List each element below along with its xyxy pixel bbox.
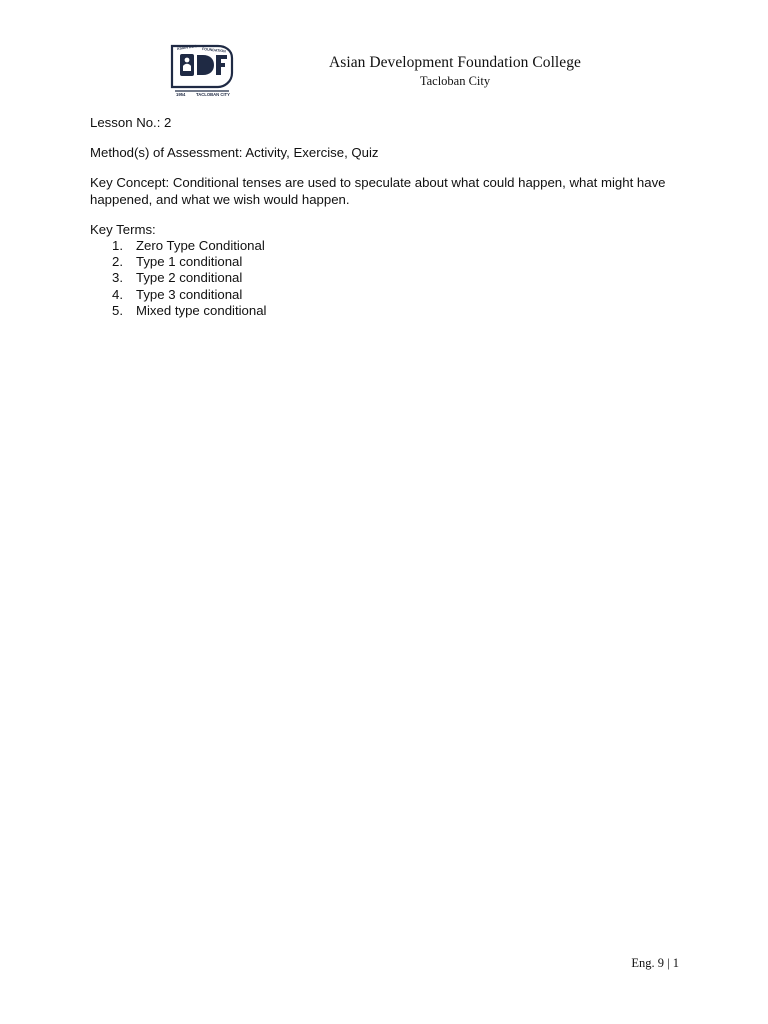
- key-term-text: Type 2 conditional: [136, 270, 243, 286]
- key-term-item: [90, 270, 690, 286]
- key-term-number: 5.: [112, 302, 123, 318]
- key-term-item: [90, 303, 690, 319]
- key-concept: Key Concept: Conditional tenses are used to speculate about what could happen, what might have happened, and what we wish would happen.: [90, 175, 666, 207]
- key-term-text: Type 1 conditional: [136, 254, 243, 270]
- adf-college-seal-icon: [166, 40, 238, 98]
- key-terms-label: Key Terms:: [90, 221, 156, 237]
- assessment-methods: Method(s) of Assessment: Activity, Exercise, Quiz: [90, 145, 379, 161]
- key-terms-list: [90, 238, 690, 319]
- key-term-number: 4.: [112, 286, 123, 302]
- key-term-item: [90, 254, 690, 270]
- college-header: [270, 54, 640, 89]
- key-term-item: [90, 287, 690, 303]
- key-term-item: [90, 238, 690, 254]
- college-name: Asian Development Foundation College: [329, 54, 581, 71]
- svg-text:1954: 1954: [176, 92, 186, 97]
- key-term-text: Type 3 conditional: [136, 286, 243, 302]
- key-term-text: Mixed type conditional: [136, 302, 267, 318]
- key-term-number: 2.: [112, 254, 123, 270]
- key-term-number: 1.: [112, 238, 123, 254]
- svg-text:FOUNDATION: FOUNDATION: [201, 47, 226, 54]
- lesson-content: [90, 115, 690, 319]
- page-footer: Eng. 9 | 1: [631, 956, 679, 970]
- svg-text:TACLOBAN CITY: TACLOBAN CITY: [196, 92, 230, 97]
- lesson-number: Lesson No.: 2: [90, 115, 172, 130]
- key-term-text: Zero Type Conditional: [136, 238, 265, 254]
- key-term-number: 3.: [112, 270, 123, 286]
- svg-text:ASIAN DEV.: ASIAN DEV.: [176, 44, 198, 51]
- college-city: Tacloban City: [419, 74, 491, 88]
